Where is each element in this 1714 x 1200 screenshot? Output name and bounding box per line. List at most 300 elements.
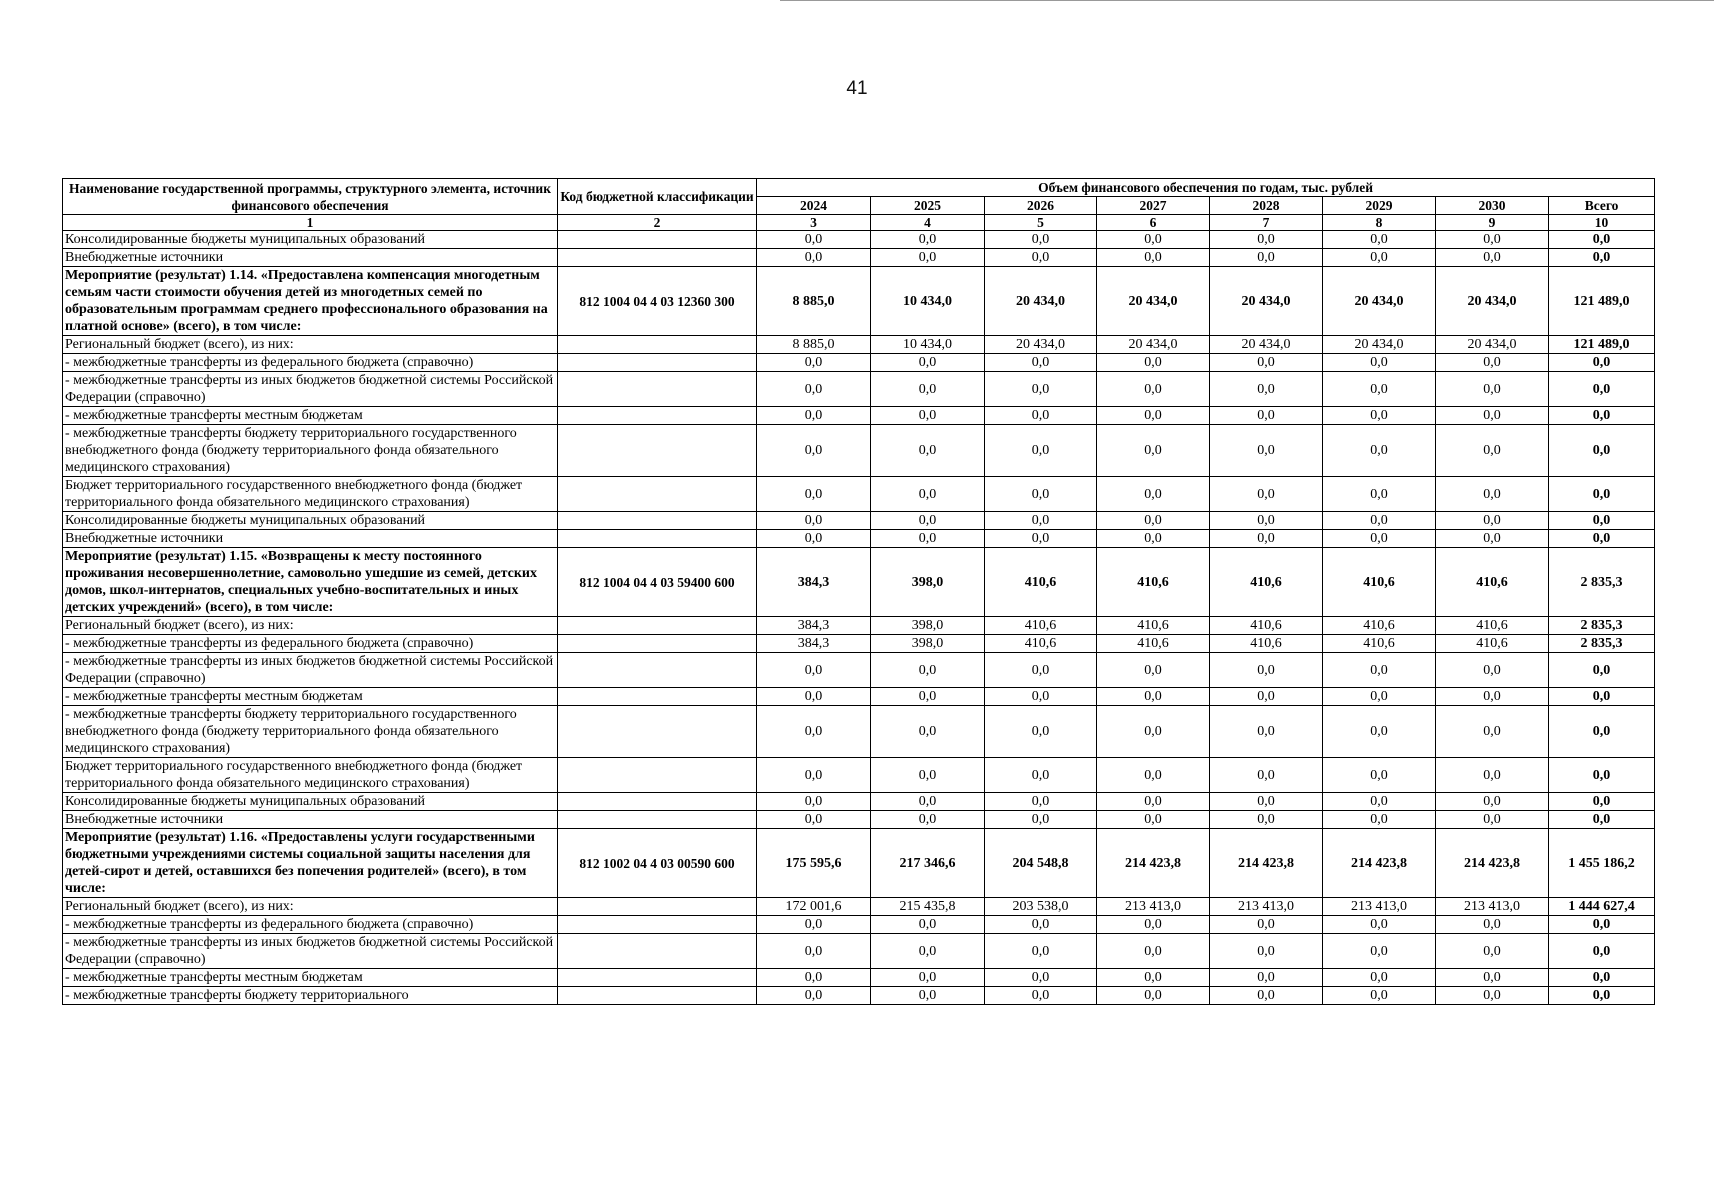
- row-year-value: 0,0: [1323, 372, 1436, 407]
- row-year-value: 0,0: [871, 758, 985, 793]
- row-year-value: 0,0: [1436, 987, 1549, 1005]
- row-year-value: 0,0: [871, 231, 985, 249]
- row-year-value: 0,0: [985, 249, 1097, 267]
- row-total-value: 0,0: [1549, 758, 1655, 793]
- row-year-value: 0,0: [985, 354, 1097, 372]
- row-year-value: 175 595,6: [757, 829, 871, 898]
- row-year-value: 0,0: [1436, 231, 1549, 249]
- row-year-value: 0,0: [1436, 969, 1549, 987]
- row-budget-code: [558, 372, 757, 407]
- row-name: - межбюджетные трансферты местным бюджетам: [63, 969, 558, 987]
- row-year-value: 0,0: [1323, 407, 1436, 425]
- measure-row: [63, 548, 1655, 617]
- row-total-value: 0,0: [1549, 706, 1655, 758]
- row-year-value: 0,0: [1097, 793, 1210, 811]
- row-year-value: 203 538,0: [985, 898, 1097, 916]
- row-name: Региональный бюджет (всего), из них:: [63, 898, 558, 916]
- row-year-value: 0,0: [1210, 530, 1323, 548]
- row-year-value: 0,0: [1436, 653, 1549, 688]
- row-name: - межбюджетные трансферты из иных бюджетов бюджетной системы Российской Федерации (справочно): [63, 372, 558, 407]
- row-year-value: 0,0: [985, 969, 1097, 987]
- row-name: Внебюджетные источники: [63, 530, 558, 548]
- source-row: [63, 811, 1655, 829]
- row-year-value: 410,6: [1097, 635, 1210, 653]
- row-year-value: 0,0: [985, 653, 1097, 688]
- row-year-value: 0,0: [1097, 354, 1210, 372]
- row-budget-code: [558, 706, 757, 758]
- row-year-value: 215 435,8: [871, 898, 985, 916]
- header-year: 2029: [1323, 197, 1436, 215]
- row-year-value: 0,0: [985, 425, 1097, 477]
- row-year-value: 0,0: [1210, 477, 1323, 512]
- row-total-value: 0,0: [1549, 811, 1655, 829]
- row-year-value: 0,0: [1436, 354, 1549, 372]
- row-year-value: 384,3: [757, 635, 871, 653]
- page-number: 41: [846, 78, 868, 99]
- row-year-value: 0,0: [1323, 249, 1436, 267]
- row-year-value: 20 434,0: [1097, 336, 1210, 354]
- row-year-value: 0,0: [1210, 987, 1323, 1005]
- row-year-value: 0,0: [985, 407, 1097, 425]
- row-year-value: 0,0: [757, 530, 871, 548]
- row-year-value: 0,0: [985, 916, 1097, 934]
- row-year-value: 214 423,8: [1097, 829, 1210, 898]
- row-total-value: 121 489,0: [1549, 336, 1655, 354]
- row-total-value: 1 444 627,4: [1549, 898, 1655, 916]
- row-budget-code: [558, 425, 757, 477]
- row-year-value: 0,0: [1323, 934, 1436, 969]
- row-budget-code: [558, 354, 757, 372]
- row-year-value: 0,0: [757, 249, 871, 267]
- row-year-value: 0,0: [1323, 512, 1436, 530]
- column-number: 3: [757, 215, 871, 231]
- row-year-value: 410,6: [1097, 617, 1210, 635]
- row-year-value: 410,6: [1210, 635, 1323, 653]
- row-budget-code: [558, 336, 757, 354]
- row-year-value: 20 434,0: [1323, 267, 1436, 336]
- row-total-value: 0,0: [1549, 372, 1655, 407]
- row-year-value: 0,0: [871, 811, 985, 829]
- row-year-value: 0,0: [1210, 407, 1323, 425]
- row-year-value: 384,3: [757, 617, 871, 635]
- row-name: - межбюджетные трансферты бюджету территориального: [63, 987, 558, 1005]
- row-year-value: 214 423,8: [1323, 829, 1436, 898]
- row-year-value: 398,0: [871, 548, 985, 617]
- row-name: Внебюджетные источники: [63, 249, 558, 267]
- row-year-value: 0,0: [757, 934, 871, 969]
- row-year-value: 0,0: [757, 425, 871, 477]
- row-year-value: 0,0: [757, 512, 871, 530]
- row-year-value: 20 434,0: [985, 336, 1097, 354]
- source-row: [63, 706, 1655, 758]
- row-budget-code: [558, 617, 757, 635]
- row-year-value: 0,0: [1097, 372, 1210, 407]
- row-year-value: 410,6: [1436, 635, 1549, 653]
- source-row: [63, 336, 1655, 354]
- row-year-value: 410,6: [985, 635, 1097, 653]
- row-budget-code: [558, 231, 757, 249]
- source-row: [63, 987, 1655, 1005]
- row-year-value: 410,6: [1210, 617, 1323, 635]
- row-name: - межбюджетные трансферты бюджету территориального государственного внебюджетного фонда (бюджету территориального фонда обязательного медицинского страхования): [63, 706, 558, 758]
- row-name: - межбюджетные трансферты из федерального бюджета (справочно): [63, 916, 558, 934]
- row-total-value: 2 835,3: [1549, 548, 1655, 617]
- row-year-value: 0,0: [871, 477, 985, 512]
- row-name: Бюджет территориального государственного внебюджетного фонда (бюджет территориального фонда обязательного медицинского страхования): [63, 477, 558, 512]
- row-year-value: 410,6: [1323, 548, 1436, 617]
- header-year: 2026: [985, 197, 1097, 215]
- row-year-value: 0,0: [1436, 425, 1549, 477]
- row-year-value: 0,0: [871, 987, 985, 1005]
- column-number: 9: [1436, 215, 1549, 231]
- row-year-value: 0,0: [1436, 372, 1549, 407]
- row-year-value: 0,0: [1097, 758, 1210, 793]
- row-name: - межбюджетные трансферты из иных бюджетов бюджетной системы Российской Федерации (справочно): [63, 934, 558, 969]
- header-financing-group: Объем финансового обеспечения по годам, тыс. рублей: [757, 179, 1655, 197]
- row-total-value: 121 489,0: [1549, 267, 1655, 336]
- column-number: 7: [1210, 215, 1323, 231]
- row-year-value: 10 434,0: [871, 336, 985, 354]
- column-number: 8: [1323, 215, 1436, 231]
- row-year-value: 0,0: [757, 372, 871, 407]
- row-year-value: 410,6: [1436, 548, 1549, 617]
- column-number: 4: [871, 215, 985, 231]
- source-row: [63, 425, 1655, 477]
- row-year-value: 0,0: [871, 706, 985, 758]
- row-year-value: 0,0: [1097, 425, 1210, 477]
- row-year-value: 0,0: [1323, 706, 1436, 758]
- row-year-value: 214 423,8: [1436, 829, 1549, 898]
- row-year-value: 0,0: [1097, 249, 1210, 267]
- row-budget-code: [558, 635, 757, 653]
- row-budget-code: [558, 653, 757, 688]
- row-year-value: 0,0: [1323, 354, 1436, 372]
- source-row: [63, 688, 1655, 706]
- source-row: [63, 372, 1655, 407]
- row-name: - межбюджетные трансферты из иных бюджетов бюджетной системы Российской Федерации (справочно): [63, 653, 558, 688]
- row-year-value: 0,0: [985, 793, 1097, 811]
- header-year: 2024: [757, 197, 871, 215]
- column-number: 1: [63, 215, 558, 231]
- row-budget-code: [558, 249, 757, 267]
- row-name: - межбюджетные трансферты бюджету территориального государственного внебюджетного фонда (бюджету территориального фонда обязательного медицинского страхования): [63, 425, 558, 477]
- source-row: [63, 898, 1655, 916]
- row-budget-code: [558, 758, 757, 793]
- financing-table: [62, 178, 1655, 1005]
- row-year-value: 0,0: [871, 688, 985, 706]
- row-name: Консолидированные бюджеты муниципальных образований: [63, 793, 558, 811]
- row-name: Мероприятие (результат) 1.16. «Предоставлены услуги государственными бюджетными учреждениями системы социальной защиты населения для детей-сирот и детей, оставшихся без попечения родителей» (всего), в том числе:: [63, 829, 558, 898]
- row-name: - межбюджетные трансферты из федерального бюджета (справочно): [63, 635, 558, 653]
- row-name: - межбюджетные трансферты из федерального бюджета (справочно): [63, 354, 558, 372]
- row-year-value: 0,0: [757, 916, 871, 934]
- row-year-value: 0,0: [1323, 425, 1436, 477]
- row-year-value: 214 423,8: [1210, 829, 1323, 898]
- row-year-value: 0,0: [1097, 407, 1210, 425]
- row-year-value: 0,0: [1436, 512, 1549, 530]
- row-year-value: 0,0: [1097, 688, 1210, 706]
- row-year-value: 0,0: [1323, 811, 1436, 829]
- row-budget-code: [558, 512, 757, 530]
- row-total-value: 0,0: [1549, 477, 1655, 512]
- row-year-value: 0,0: [1097, 512, 1210, 530]
- row-year-value: 0,0: [1210, 916, 1323, 934]
- source-row: [63, 231, 1655, 249]
- source-row: [63, 354, 1655, 372]
- source-row: [63, 793, 1655, 811]
- row-total-value: 0,0: [1549, 793, 1655, 811]
- row-year-value: 213 413,0: [1323, 898, 1436, 916]
- row-year-value: 0,0: [1210, 758, 1323, 793]
- source-row: [63, 512, 1655, 530]
- row-year-value: 8 885,0: [757, 336, 871, 354]
- row-year-value: 10 434,0: [871, 267, 985, 336]
- row-year-value: 0,0: [757, 969, 871, 987]
- row-year-value: 0,0: [1436, 758, 1549, 793]
- row-year-value: 0,0: [1097, 811, 1210, 829]
- row-total-value: 0,0: [1549, 969, 1655, 987]
- header-year: 2028: [1210, 197, 1323, 215]
- row-year-value: 0,0: [1210, 354, 1323, 372]
- source-row: [63, 653, 1655, 688]
- column-number: 10: [1549, 215, 1655, 231]
- header-name: Наименование государственной программы, структурного элемента, источник финансового обеспечения: [63, 179, 558, 215]
- row-year-value: 410,6: [985, 548, 1097, 617]
- row-year-value: 213 413,0: [1097, 898, 1210, 916]
- row-year-value: 0,0: [1436, 530, 1549, 548]
- row-year-value: 0,0: [871, 372, 985, 407]
- row-year-value: 0,0: [1210, 969, 1323, 987]
- row-year-value: 410,6: [1323, 617, 1436, 635]
- measure-row: [63, 267, 1655, 336]
- row-year-value: 20 434,0: [1323, 336, 1436, 354]
- row-year-value: 0,0: [985, 934, 1097, 969]
- row-year-value: 0,0: [1323, 969, 1436, 987]
- row-year-value: 0,0: [1323, 916, 1436, 934]
- row-year-value: 0,0: [1097, 916, 1210, 934]
- row-name: Консолидированные бюджеты муниципальных образований: [63, 231, 558, 249]
- row-name: Региональный бюджет (всего), из них:: [63, 336, 558, 354]
- row-year-value: 0,0: [757, 793, 871, 811]
- row-year-value: 213 413,0: [1210, 898, 1323, 916]
- row-year-value: 384,3: [757, 548, 871, 617]
- source-row: [63, 617, 1655, 635]
- row-budget-code: [558, 811, 757, 829]
- row-total-value: 0,0: [1549, 688, 1655, 706]
- row-total-value: 0,0: [1549, 934, 1655, 969]
- row-name: Региональный бюджет (всего), из них:: [63, 617, 558, 635]
- measure-row: [63, 829, 1655, 898]
- row-year-value: 0,0: [757, 477, 871, 512]
- row-year-value: 0,0: [757, 688, 871, 706]
- row-year-value: 20 434,0: [1210, 267, 1323, 336]
- row-year-value: 0,0: [1210, 688, 1323, 706]
- row-year-value: 0,0: [985, 477, 1097, 512]
- row-total-value: 0,0: [1549, 425, 1655, 477]
- row-year-value: 0,0: [1323, 231, 1436, 249]
- row-year-value: 0,0: [1323, 793, 1436, 811]
- row-budget-code: [558, 934, 757, 969]
- row-budget-code: [558, 793, 757, 811]
- row-year-value: 0,0: [871, 793, 985, 811]
- row-year-value: 0,0: [1210, 793, 1323, 811]
- row-year-value: 410,6: [1210, 548, 1323, 617]
- row-year-value: 410,6: [1097, 548, 1210, 617]
- row-year-value: 398,0: [871, 617, 985, 635]
- row-year-value: 0,0: [757, 231, 871, 249]
- row-year-value: 0,0: [757, 758, 871, 793]
- row-year-value: 0,0: [985, 758, 1097, 793]
- row-year-value: 172 001,6: [757, 898, 871, 916]
- row-total-value: 0,0: [1549, 249, 1655, 267]
- row-total-value: 0,0: [1549, 653, 1655, 688]
- row-year-value: 0,0: [757, 653, 871, 688]
- row-year-value: 0,0: [1210, 249, 1323, 267]
- row-year-value: 0,0: [1097, 934, 1210, 969]
- row-year-value: 0,0: [1436, 688, 1549, 706]
- row-name: Внебюджетные источники: [63, 811, 558, 829]
- row-year-value: 0,0: [1436, 934, 1549, 969]
- column-number: 6: [1097, 215, 1210, 231]
- row-year-value: 20 434,0: [1436, 267, 1549, 336]
- row-name: - межбюджетные трансферты местным бюджетам: [63, 688, 558, 706]
- row-total-value: 0,0: [1549, 512, 1655, 530]
- row-year-value: 0,0: [1097, 969, 1210, 987]
- row-total-value: 2 835,3: [1549, 617, 1655, 635]
- row-year-value: 0,0: [1323, 758, 1436, 793]
- row-name: Консолидированные бюджеты муниципальных образований: [63, 512, 558, 530]
- row-year-value: 20 434,0: [1210, 336, 1323, 354]
- row-budget-code: 812 1002 04 4 03 00590 600: [558, 829, 757, 898]
- row-year-value: 0,0: [1436, 916, 1549, 934]
- row-year-value: 398,0: [871, 635, 985, 653]
- row-name: Мероприятие (результат) 1.14. «Предоставлена компенсация многодетным семьям части стоимости обучения детей из многодетных семей по образовательным программам среднего профессионального образования на платной основе» (всего), в том числе:: [63, 267, 558, 336]
- source-row: [63, 635, 1655, 653]
- row-name: Бюджет территориального государственного внебюджетного фонда (бюджет территориального фонда обязательного медицинского страхования): [63, 758, 558, 793]
- row-budget-code: 812 1004 04 4 03 59400 600: [558, 548, 757, 617]
- row-total-value: 0,0: [1549, 987, 1655, 1005]
- row-year-value: 0,0: [1210, 425, 1323, 477]
- row-year-value: 0,0: [1097, 477, 1210, 512]
- source-row: [63, 758, 1655, 793]
- row-year-value: 0,0: [1436, 249, 1549, 267]
- source-row: [63, 477, 1655, 512]
- source-row: [63, 249, 1655, 267]
- source-row: [63, 916, 1655, 934]
- row-year-value: 410,6: [1436, 617, 1549, 635]
- row-year-value: 0,0: [1210, 512, 1323, 530]
- row-year-value: 410,6: [1323, 635, 1436, 653]
- row-year-value: 0,0: [871, 916, 985, 934]
- row-total-value: 0,0: [1549, 354, 1655, 372]
- row-year-value: 0,0: [871, 969, 985, 987]
- row-year-value: 0,0: [871, 249, 985, 267]
- row-year-value: 0,0: [1436, 477, 1549, 512]
- row-year-value: 0,0: [1097, 987, 1210, 1005]
- row-total-value: 2 835,3: [1549, 635, 1655, 653]
- header-year: 2027: [1097, 197, 1210, 215]
- row-year-value: 0,0: [985, 372, 1097, 407]
- row-year-value: 0,0: [985, 706, 1097, 758]
- source-row: [63, 969, 1655, 987]
- source-row: [63, 407, 1655, 425]
- row-year-value: 0,0: [757, 706, 871, 758]
- row-year-value: 0,0: [757, 407, 871, 425]
- row-year-value: 213 413,0: [1436, 898, 1549, 916]
- row-year-value: 0,0: [1323, 530, 1436, 548]
- scan-top-rule: [780, 0, 1714, 1]
- row-year-value: 0,0: [1097, 530, 1210, 548]
- row-budget-code: [558, 477, 757, 512]
- row-budget-code: [558, 969, 757, 987]
- row-year-value: 0,0: [871, 425, 985, 477]
- column-number: 5: [985, 215, 1097, 231]
- row-year-value: 0,0: [1210, 811, 1323, 829]
- row-year-value: 0,0: [871, 934, 985, 969]
- row-year-value: 0,0: [1323, 688, 1436, 706]
- column-number: 2: [558, 215, 757, 231]
- row-year-value: 0,0: [1097, 653, 1210, 688]
- header-total: Всего: [1549, 197, 1655, 215]
- row-total-value: 1 455 186,2: [1549, 829, 1655, 898]
- row-year-value: 0,0: [1436, 706, 1549, 758]
- row-year-value: 0,0: [985, 811, 1097, 829]
- row-year-value: 204 548,8: [985, 829, 1097, 898]
- row-total-value: 0,0: [1549, 530, 1655, 548]
- row-year-value: 0,0: [1210, 706, 1323, 758]
- header-year: 2030: [1436, 197, 1549, 215]
- row-name: Мероприятие (результат) 1.15. «Возвращены к месту постоянного проживания несовершеннолетние, самовольно ушедшие из семей, детских домов, школ-интернатов, специальных учебно-воспитательных и иных детских учреждений» (всего), в том числе:: [63, 548, 558, 617]
- row-year-value: 20 434,0: [1097, 267, 1210, 336]
- row-total-value: 0,0: [1549, 231, 1655, 249]
- row-budget-code: [558, 407, 757, 425]
- row-year-value: 0,0: [985, 530, 1097, 548]
- header-year: 2025: [871, 197, 985, 215]
- row-name: - межбюджетные трансферты местным бюджетам: [63, 407, 558, 425]
- row-year-value: 0,0: [1210, 934, 1323, 969]
- row-budget-code: [558, 916, 757, 934]
- source-row: [63, 934, 1655, 969]
- row-year-value: 0,0: [871, 354, 985, 372]
- source-row: [63, 530, 1655, 548]
- row-year-value: 0,0: [985, 987, 1097, 1005]
- header-code: Код бюджетной классификации: [558, 179, 757, 215]
- row-year-value: 0,0: [1323, 477, 1436, 512]
- row-budget-code: 812 1004 04 4 03 12360 300: [558, 267, 757, 336]
- row-year-value: 0,0: [1210, 372, 1323, 407]
- row-year-value: 0,0: [985, 688, 1097, 706]
- row-year-value: 0,0: [1097, 706, 1210, 758]
- row-year-value: 0,0: [871, 407, 985, 425]
- row-year-value: 0,0: [757, 811, 871, 829]
- row-year-value: 217 346,6: [871, 829, 985, 898]
- row-budget-code: [558, 987, 757, 1005]
- row-year-value: 0,0: [1210, 653, 1323, 688]
- row-year-value: 8 885,0: [757, 267, 871, 336]
- row-year-value: 0,0: [1323, 987, 1436, 1005]
- row-year-value: 410,6: [985, 617, 1097, 635]
- row-budget-code: [558, 688, 757, 706]
- row-year-value: 0,0: [1097, 231, 1210, 249]
- row-year-value: 0,0: [1436, 793, 1549, 811]
- row-year-value: 20 434,0: [985, 267, 1097, 336]
- row-budget-code: [558, 898, 757, 916]
- row-year-value: 0,0: [1436, 811, 1549, 829]
- row-year-value: 0,0: [1436, 407, 1549, 425]
- row-year-value: 0,0: [985, 512, 1097, 530]
- row-total-value: 0,0: [1549, 916, 1655, 934]
- row-year-value: 0,0: [757, 987, 871, 1005]
